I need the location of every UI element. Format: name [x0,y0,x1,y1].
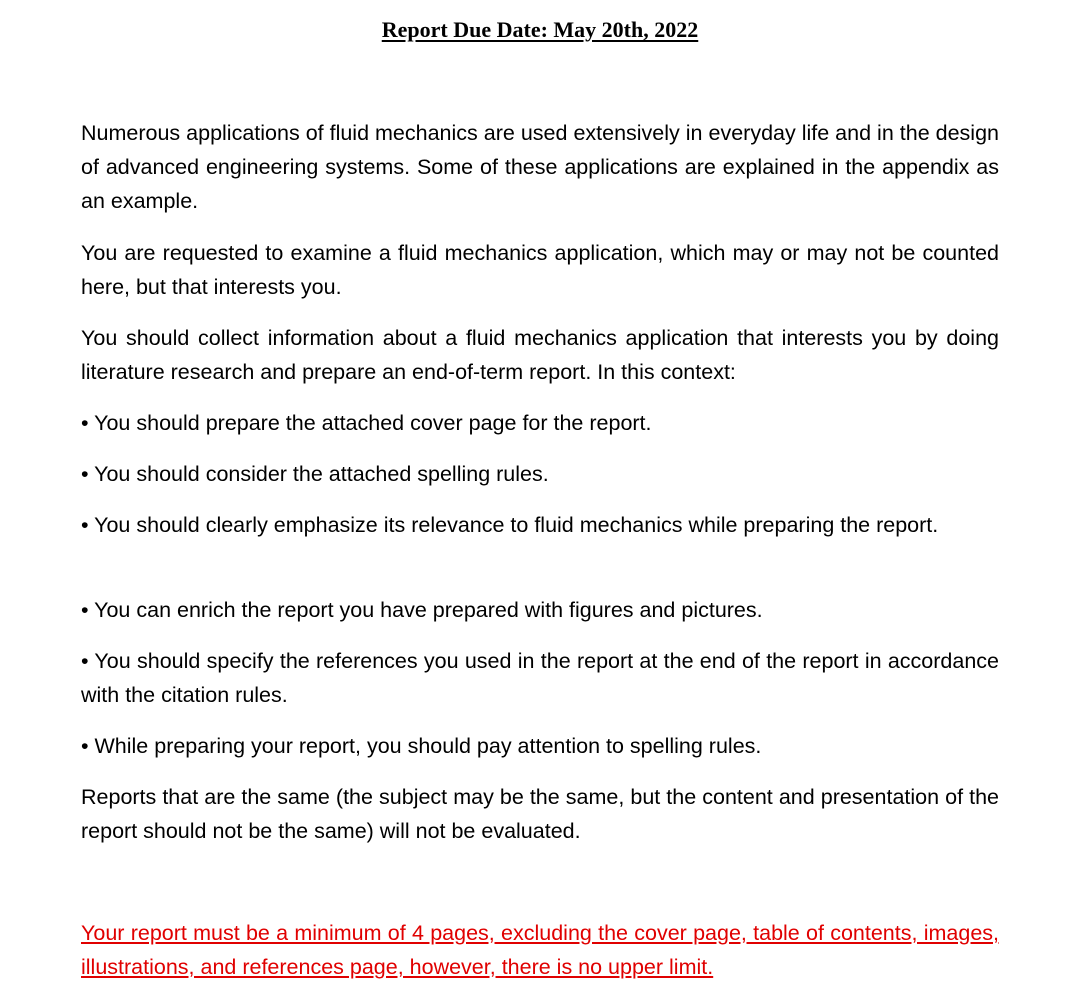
bullet-figures: • You can enrich the report you have prepared with figures and pictures. [81,598,763,622]
context-paragraph: You should collect information about a fluid mechanics application that interests you by doing literature research and prepare an end-of-term report. In this context: [81,326,999,384]
bullet-cover-page: • You should prepare the attached cover page for the report. [81,411,652,435]
request-paragraph: You are requested to examine a fluid mechanics application, which may or may not be counted here, but that interests you. [81,241,999,299]
page-requirement-note: Your report must be a minimum of 4 pages, excluding the cover page, table of contents, images, illustrations, and references page, however, there is no upper limit. [81,921,999,979]
intro-paragraph: Numerous applications of fluid mechanics are used extensively in everyday life and in the design of advanced engineering systems. Some of these applications are explained in the appendix as an example. [81,121,999,213]
bullet-spelling-attention: • While preparing your report, you should pay attention to spelling rules. [81,734,762,758]
bullet-relevance: • You should clearly emphasize its relevance to fluid mechanics while preparing the report. [81,513,939,537]
document-title: Report Due Date: May 20th, 2022 [381,17,699,42]
bullet-spelling-rules: • You should consider the attached spelling rules. [81,462,549,486]
closing-paragraph: Reports that are the same (the subject may be the same, but the content and presentation of the report should not be the same) will not be evaluated. [81,785,999,843]
bullet-references: • You should specify the references you used in the report at the end of the report in accordance with the citation rules. [81,649,999,707]
